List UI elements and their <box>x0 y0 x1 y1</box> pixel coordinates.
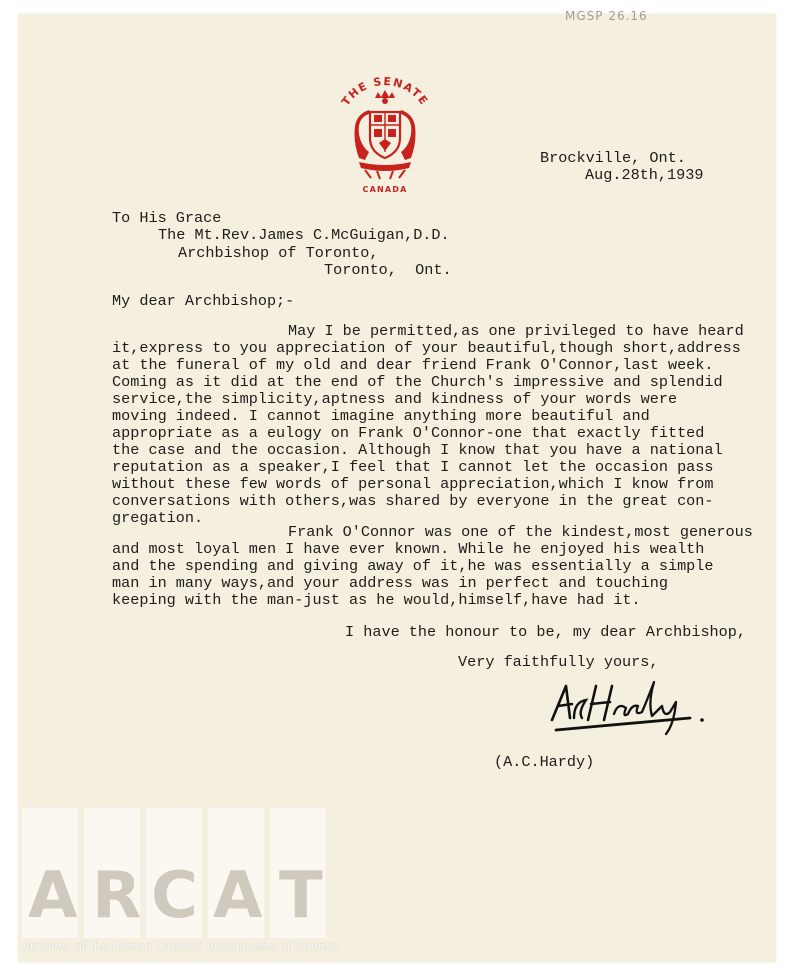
body-line: the case and the occasion. Although I know that you have a national <box>112 441 723 459</box>
body-line: conversations with others,was shared by everyone in the great con- <box>112 492 714 510</box>
handwritten-signature <box>530 672 720 742</box>
archive-reference: MGSP 26.16 <box>565 9 648 23</box>
watermark-letter: R <box>92 859 142 933</box>
body-line: at the funeral of my old and dear friend Frank O'Connor,last week. <box>112 356 714 374</box>
body-line: and most loyal men I have ever known. While he enjoyed his wealth <box>112 540 705 558</box>
complimentary-close: Very faithfully yours, <box>458 653 659 671</box>
body-line: keeping with the man-just as he would,himself,have had it. <box>112 591 641 609</box>
watermark-letter: A <box>213 859 263 933</box>
salutation: My dear Archbishop;- <box>112 292 295 310</box>
closing-line: I have the honour to be, my dear Archbishop, <box>345 623 747 641</box>
watermark-letter: T <box>279 859 323 933</box>
watermark-caption: Archives of the Roman Catholic Archdiocese of Toronto <box>22 939 337 953</box>
senate-seal <box>325 68 445 198</box>
watermark-letter: C <box>151 859 198 933</box>
body-line: Frank O'Connor was one of the kindest,most generous <box>288 523 753 541</box>
address-line: Archbishop of Toronto, <box>178 244 379 262</box>
body-line: reputation as a speaker,I feel that I cannot let the occasion pass <box>112 458 714 476</box>
seal-country-text: CANADA <box>362 185 408 194</box>
body-line: May I be permitted,as one privileged to have heard <box>288 322 744 340</box>
watermark-letter: A <box>28 859 78 933</box>
body-line: moving indeed. I cannot imagine anything more beautiful and <box>112 407 650 425</box>
body-line: Coming as it did at the end of the Church's impressive and splendid <box>112 373 723 391</box>
seal-arc-text: THE SENATE <box>339 74 431 109</box>
body-line: gregation. <box>112 509 204 527</box>
body-line: man in many ways,and your address was in perfect and touching <box>112 574 668 592</box>
body-line: it,express to you appreciation of your beautiful,though short,address <box>112 339 741 357</box>
typed-name: (A.C.Hardy) <box>494 753 595 771</box>
place-line: Brockville, Ont. <box>540 149 686 167</box>
body-line: and the spending and giving away of it,he was essentially a simple <box>112 557 714 575</box>
address-line: The Mt.Rev.James C.McGuigan,D.D. <box>158 226 450 244</box>
body-line: appropriate as a eulogy on Frank O'Connor-one that exactly fitted <box>112 424 705 442</box>
address-line: Toronto, Ont. <box>324 261 452 279</box>
address-line: To His Grace <box>112 209 222 227</box>
body-line: service,the simplicity,aptness and kindness of your words were <box>112 390 678 408</box>
date-line: Aug.28th,1939 <box>585 166 704 184</box>
body-line: without these few words of personal appreciation,which I know from <box>112 475 714 493</box>
